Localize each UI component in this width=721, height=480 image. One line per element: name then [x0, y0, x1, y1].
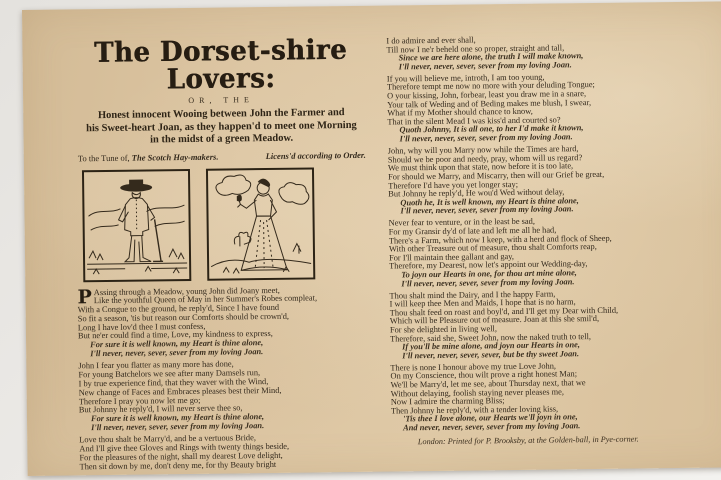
verse-line: That in the silent Mead I was kiss'd and courted so?: [387, 115, 561, 127]
tune-direction: [78, 151, 219, 163]
refrain-line: 'Tis thee I love alone, our Hearts we'll joyn in one,: [402, 412, 578, 424]
refrain-line: Quoth he, It is well known, my Heart is thine alone,: [400, 195, 579, 208]
subtitle-line-3: in the midst of a green Meadow.: [150, 132, 294, 146]
title-block: [74, 34, 367, 163]
verse-line: John I fear you flatter as many more has done,: [78, 359, 234, 371]
refrain-line: I'll never, never, sever, sever, but be thy sweet Joan.: [402, 349, 580, 361]
left-column: [74, 34, 371, 475]
verse-line: So fit a season, 'tis but reason our Comforts should be crown'd,: [77, 311, 290, 324]
verse-line: Till now I ne'r beheld one so proper, straight and tall,: [386, 42, 565, 55]
verse-line: Love thou shalt be Marry'd, and be a vertuous Bride,: [79, 433, 256, 445]
refrain-line: I'll never, never, sever, sever from my loving Joan.: [90, 347, 264, 359]
tune-title: The Scotch Hay-makers.: [131, 151, 219, 163]
verse-line: And I'll give thee Gloves and Rings with twenty things beside,: [79, 441, 290, 454]
verse-line: Thou shalt mind the Dairy, and I the happy Farm,: [389, 289, 556, 301]
stanza: [78, 359, 371, 433]
verse-line: Long I have lov'd thee I must confess,: [77, 321, 206, 333]
john-the-farmer-woodcut: [82, 168, 191, 281]
woodcut-row: [76, 166, 369, 282]
woman-in-field-illustration: [208, 169, 313, 278]
refrain-line: Quoth Johnny, It is all one, to her I'd make it known,: [399, 123, 584, 135]
verse-line: Then Johnny he reply'd, with a tender loving kiss,: [390, 404, 559, 416]
verse-line: Thou shalt feed on roast and boyl'd, and I'll get my Dear with Child,: [389, 305, 619, 318]
verse-line: Without delaying, foolish staying never pleases me,: [390, 387, 564, 399]
stanza: [79, 433, 371, 472]
verse-line: If you will believe me, introth, I am too young,: [386, 72, 545, 84]
refrain-line: I'll never, never, sever, sever from my loving Joan.: [91, 421, 265, 433]
verse-line: Now I admire the charming Bliss;: [390, 396, 505, 407]
refrain-line: I'll never, never, sever, sever from my loving Joan.: [401, 276, 575, 288]
verse-line: Therefore I'd have you yet longer stay;: [388, 179, 519, 191]
verse-line: What if my Mother should chance to know,: [387, 107, 533, 118]
verse-line: For she delighted in living well,: [389, 324, 497, 335]
refrain-line: For sure it is well known, my Heart is thine alone,: [90, 338, 264, 350]
verse-line: There is none I honour above my true Love John,: [390, 361, 557, 373]
verse-line: With a Congue to the ground, he reply'd, Since I have found: [77, 302, 280, 315]
subtitle-line-2: his Sweet-heart Joan, as they happen'd to meet one Morning: [86, 119, 357, 134]
verse-line: For the pleasures of the night, shall my dearest Love delight,: [79, 450, 283, 463]
verse-line: We'll be Marry'd, let me see, about Thursday next, that we: [390, 378, 586, 390]
refrain-line: To joyn our Hearts in one, for thou art mine alone,: [401, 268, 577, 280]
joan-woodcut: [206, 167, 315, 280]
refrain-line: I'll never, never, sever, sever from my loving Joan.: [400, 204, 574, 216]
refrain-line: I'll never, never, sever, sever from my loving Joan.: [398, 60, 572, 72]
verse-line: Therefore I pray you now let me go;: [78, 395, 201, 406]
tune-line: [76, 149, 368, 163]
stanza: [389, 216, 690, 288]
verse-line: For young Batchelors we see after many Damsels run,: [78, 368, 261, 380]
verse-line: Therefore tempt me now no more with your deluding Tongue;: [386, 80, 595, 93]
stanza: [387, 72, 688, 144]
refrain-line: Since we are here alone, the truth I will make known,: [398, 51, 584, 63]
stanza: [389, 288, 690, 360]
refrain-line: For sure it is well known, my Heart is thine alone,: [90, 412, 265, 424]
verse-line: Your talk of Weding and of Beding makes me blush, I swear,: [387, 97, 592, 110]
refrain-line: I'll never, never, sever, sever from my loving Joan.: [399, 132, 573, 144]
verse-line: Which will be Pleasure out of measure. Joan at this she smil'd,: [389, 314, 600, 326]
verse-line: John, why will you Marry now while the Times are hard,: [387, 144, 579, 156]
imprint-line: London: Printed for P. Brooksby, at the Golden-ball, in Pye-corner.: [417, 434, 639, 446]
ballad-title: The Dorset-shire Lovers:: [93, 34, 348, 96]
stanza: [388, 144, 689, 216]
sheet-content: [22, 1, 721, 476]
ballad-subtitle: [75, 107, 367, 148]
verse-line: Assing through a Meadow, young John did Joany meet,: [93, 285, 280, 297]
license-note: Licens'd according to Order.: [265, 149, 366, 161]
stanza: [386, 34, 686, 72]
right-column: [386, 34, 691, 472]
verse-line: We must think upon that state, now before it is too late,: [387, 161, 574, 173]
tune-prefix: To the Tune of,: [77, 152, 130, 163]
broadside-sheet: [22, 1, 721, 476]
verse-line: I will keep thee Men and Maids, I hope that is no harm,: [389, 297, 576, 309]
subtitle-line-1: Honest innocent Wooing between John the Farmer and: [97, 107, 345, 122]
or-the-label: OR, THE: [188, 95, 254, 105]
verse-line: Like the youthful Queen of May in her Summer's Robes compleat,: [93, 293, 318, 306]
stanza: [390, 361, 691, 433]
verse-line: I do admire and ever shall,: [386, 35, 476, 46]
verse-line: New change of Faces and Embraces pleases best their Mind,: [78, 385, 282, 398]
verse-line: O your kissing, John, forbear, least you draw me in a snare,: [387, 89, 587, 101]
verse-line: For my Gransir dy'd of late and left me all he had,: [388, 225, 557, 237]
verse-line: But Johnny he reply'd, I will never serve thee so,: [78, 403, 243, 415]
drop-cap: P: [77, 285, 92, 308]
man-with-staff-illustration: [84, 170, 189, 279]
verse-line: Therefore, my Dearest, now let's appoint our Wedding-day,: [389, 259, 588, 271]
left-stanzas: [77, 285, 371, 471]
verse-line: I by true experience find, that they waver with the Wind,: [78, 376, 269, 389]
refrain-line: And never, never, sever, sever from my loving Joan.: [403, 421, 581, 433]
verse-line: For I'll maintain thee gallant and gay,: [388, 251, 515, 263]
stanza: [77, 285, 370, 359]
verse-line: With other Treasure out of measure, thou shalt Comforts reap,: [388, 242, 597, 254]
verse-line: But Johnny he reply'd, He wou'd Wed without delay,: [388, 187, 565, 199]
right-stanzas: [386, 34, 691, 433]
verse-line: Then sit down by me, don't deny me, for thy Beauty bright: [79, 459, 277, 471]
verse-line: There's a Farm, which now I keep, with a herd and flock of Sheep,: [388, 233, 612, 246]
verse-line: Therefore, said she, Sweet John, now the naked truth to tell,: [389, 331, 592, 344]
verse-line: Should we be poor and needy, pray, whom will us regard?: [387, 152, 583, 165]
verse-line: On my Conscience, thou wilt prove a right honest Man;: [390, 369, 578, 381]
refrain-line: If you'll be mine alone, and joyn our Hearts in one,: [402, 340, 580, 352]
verse-line: For should we Marry, and Miscarry, then will our Grief be great,: [388, 169, 605, 182]
verse-line: Never fear to venture, or in the least be sad,: [388, 217, 535, 228]
verse-line: But ne'er could find a time, Love, my kindness to express,: [77, 329, 273, 341]
